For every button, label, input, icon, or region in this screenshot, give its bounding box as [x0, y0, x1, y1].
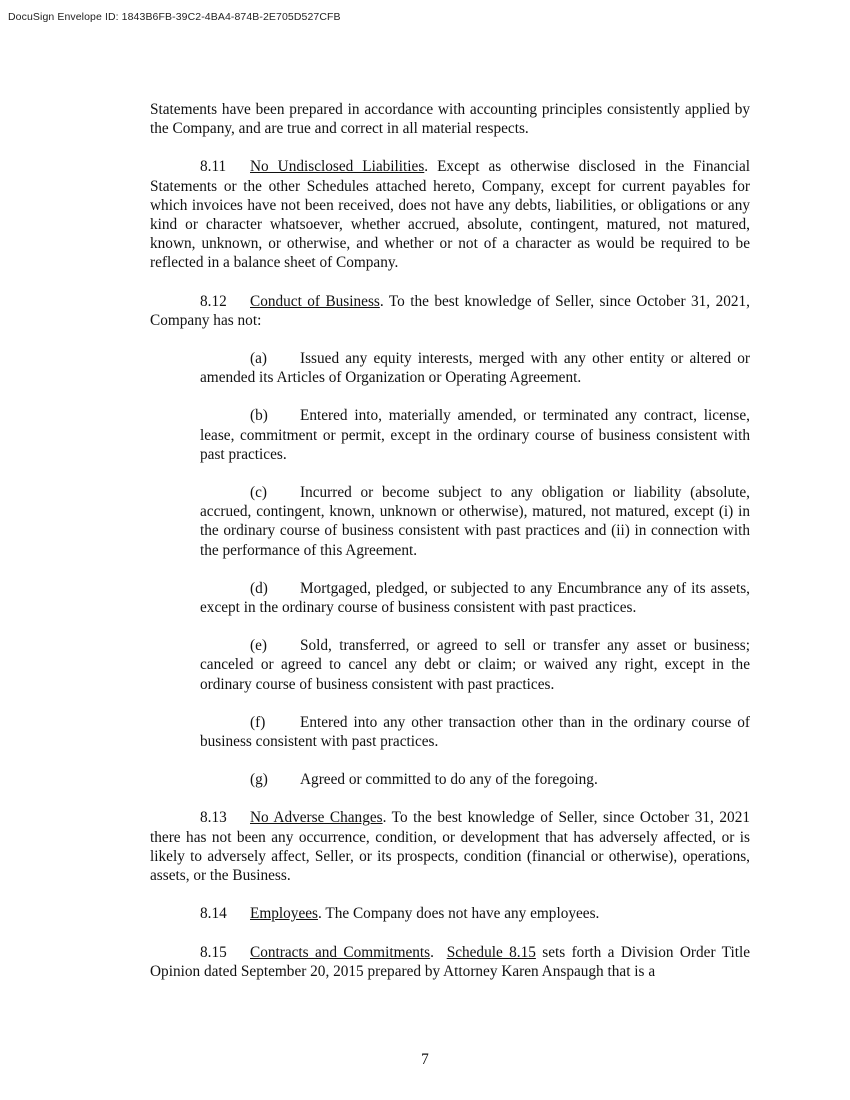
section-heading: No Undisclosed Liabilities	[250, 158, 425, 176]
section-text: . The Company does not have any employees.	[317, 905, 600, 923]
item-label: (g)	[250, 771, 268, 789]
item-f	[200, 713, 750, 751]
section-heading: Conduct of Business	[250, 292, 380, 310]
section-heading: Contracts and Commitments	[250, 943, 431, 961]
schedule-reference: Schedule 8.15	[446, 943, 536, 961]
section-heading: No Adverse Changes	[250, 809, 383, 827]
item-label: (a)	[250, 350, 267, 368]
section-number: 8.14	[200, 905, 227, 923]
item-label: (b)	[250, 407, 268, 425]
item-text: Issued any equity interests, merged with any other entity or altered or amended its Articles of Organization or Operating Agreement.	[200, 350, 750, 387]
item-g	[200, 770, 750, 789]
item-text: Incurred or become subject to any obligation or liability (absolute, accrued, contingent, known, unknown or otherwise), matured, not matured, except (i) in the ordinary course of business consistent with past practices and (ii) in connection with the performance of this Agreement.	[200, 484, 750, 559]
item-text: Mortgaged, pledged, or subjected to any Encumbrance any of its assets, except in the ordinary course of business consistent with past practices.	[200, 579, 750, 617]
intro-paragraph: Statements have been prepared in accordance with accounting principles consistently applied by the Company, and are true and correct in all material respects.	[150, 101, 750, 138]
section-number: 8.11	[200, 158, 227, 176]
docusign-envelope-header: DocuSign Envelope ID: 1843B6FB-39C2-4BA4-874B-2E705D527CFB	[8, 11, 341, 23]
item-text: Sold, transferred, or agreed to sell or transfer any asset or business; canceled or agreed to cancel any debt or claim; or waived any right, except in the ordinary course of business consistent with past practices.	[200, 637, 750, 693]
page-number: 7	[421, 1051, 429, 1068]
section-text: . To the best knowledge of Seller, since October 31, 2021 there has not been any occurrence, condition, or development that has adversely affected, or is likely to adversely affect, Seller, or its prospects, condition (financial or otherwise), operations, assets, or the Business.	[150, 809, 750, 885]
item-text: Entered into any other transaction other than in the ordinary course of business consistent with past practices.	[200, 713, 750, 751]
section-heading: Employees	[250, 905, 318, 923]
item-label: (d)	[250, 579, 268, 597]
section-text: . Except as otherwise disclosed in the Financial Statements or the other Schedules attached hereto, Company, except for current payables for which invoices have not been received, does not have any debts, liabilities, or obligations or any kind or character whatsoever, whether accrued, absolute, contingent, matured, not matured, known, unknown, or otherwise, and whether or not of a character as would be required to be reflected in a balance sheet of Company.	[150, 158, 750, 272]
section-8-15	[150, 943, 750, 981]
section-number: 8.15	[200, 943, 227, 961]
item-label: (f)	[250, 713, 266, 731]
item-label: (e)	[250, 637, 267, 655]
section-number: 8.12	[200, 292, 227, 310]
section-text-continued: sets forth a Division Order Title Opinion dated September 20, 2015 prepared by Attorney Karen Anspaugh that is a	[150, 943, 750, 980]
section-8-12	[150, 292, 750, 330]
section-8-14	[150, 904, 750, 923]
item-e	[200, 636, 750, 694]
item-text: Entered into, materially amended, or terminated any contract, license, lease, commitment or permit, except in the ordinary course of business consistent with past practices.	[200, 407, 750, 463]
section-text: . To the best knowledge of Seller, since October 31, 2021, Company has not:	[150, 292, 750, 329]
item-a	[200, 349, 750, 387]
item-label: (c)	[250, 484, 267, 502]
section-text: .	[430, 943, 447, 961]
section-8-13	[150, 808, 750, 885]
item-d	[200, 579, 750, 617]
item-text: Agreed or committed to do any of the foregoing.	[300, 771, 598, 789]
document-body	[150, 100, 750, 981]
item-c	[200, 483, 750, 560]
section-number: 8.13	[200, 809, 227, 827]
section-8-11	[150, 157, 750, 272]
item-b	[200, 406, 750, 464]
